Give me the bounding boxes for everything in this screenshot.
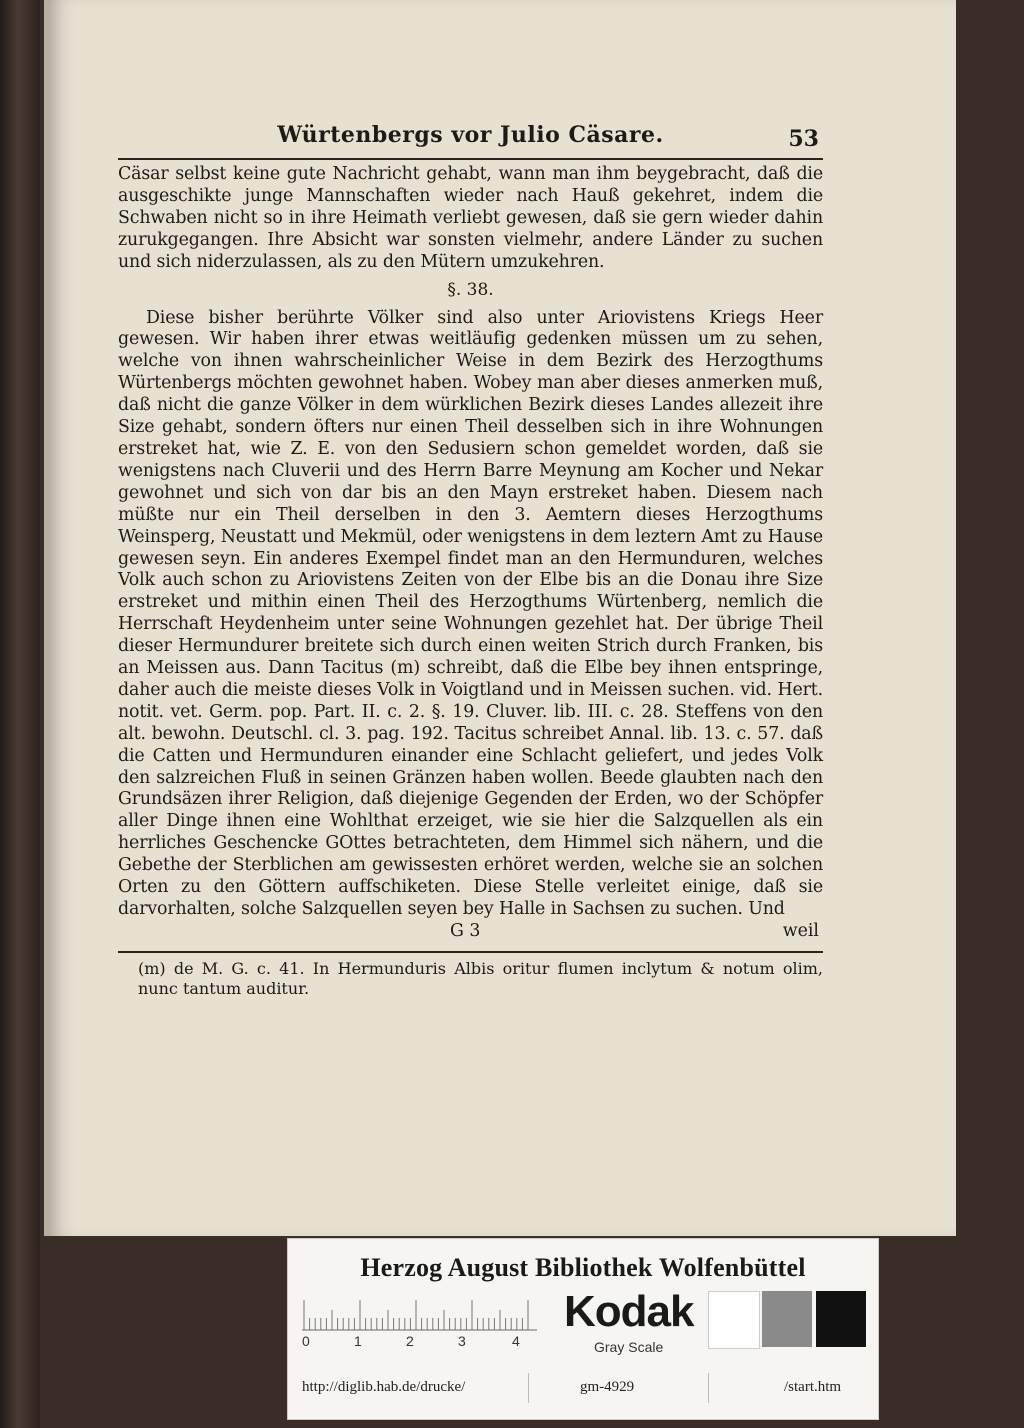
footnote: (m) de M. G. c. 41. In Hermunduris Albis oritur flumen inclytum & notum olim, nunc tantum auditur.	[138, 958, 823, 998]
kodak-logo: Kodak	[564, 1287, 694, 1336]
shelfmark: gm-4929	[580, 1379, 635, 1395]
divider	[528, 1373, 529, 1403]
running-head	[118, 118, 823, 160]
page-number: 53	[788, 126, 819, 152]
ruler-label: 4	[512, 1333, 520, 1349]
running-title: Würtenbergs vor Julio Cäsare.	[277, 122, 664, 148]
paragraph-section-38: Diese bisher berührte Völker sind also unter Ariovistens Kriegs Heer gewesen. Wir haben ihrer etwas weitläufig gedenken müssen um zu sehen, welche von ihnen wahrscheinlicher Weise in dem Bezirk des Herzogthums Würtenbergs möchten gewohnet haben. Wobey man aber dieses anmerken muß, daß nicht die ganze Völker in dem würklichen Bezirk dieses Landes allezeit ihre Size gehabt, sondern öfters nur einen Theil desselben sich in ihre Wohnungen erstreket hat, wie Z. E. von den Sedusiern schon gemeldet worden, daß sie wenigstens nach Cluverii und des Herrn Barre Meynung am Kocher und Nekar gewohnet und sich von dar bis an den Mayn erstreket haben. Diesem nach müßte nur ein Theil derselben in den 3. Aemtern dieses Herzogthums Weinsperg, Neustatt und Mekmül, oder wenigstens in dem leztern Amt zu Hause gewesen seyn. Ein anderes Exempel findet man an den Hermunduren, welches Volk auch schon zu Ariovistens Zeiten von der Elbe bis an die Donau ihre Size erstreket und mithin einen Theil des Herzogthums Würtenberg, nemlich die Herrschaft Heydenheim unter seine Wohnungen gezehlet hat. Der übrige Theil dieser Hermundurer breitete sich durch einen weiten Strich durch Franken, bis an Meissen aus. Dann Tacitus (m) schreibt, daß die Elbe bey ihnen entspringe, daher auch die meiste dieses Volk in Voigtland und in Meissen suchen. vid. Hert. notit. vet. Germ. pop. Part. II. c. 2. §. 19. Cluver. lib. III. c. 28. Steffens von den alt. bewohn. Deutschl. cl. 3. pag. 192. Tacitus schreibet Annal. lib. 13. c. 57. daß die Catten und Hermunduren einander eine Schlacht geliefert, und jedes Volk den salzreichen Fluß in seinen Gränzen haben wollen. Beede glaubten nach den Grundsäzen ihrer Religion, daß diejenige Gegenden der Erden, wo der Schöpfer aller Dinge ihnen eine Wohlthat erzeiget, wie sie hier die Salzquellen als ein herrliches Geschencke GOttes betrachteten, dem Himmel sich nähern, und die Gebethe der Sterblichen am gewissesten erhöret werden, welche sie an solchen Orten zu den Göttern auffschiketen. Diese Stelle verleitet einige, daß sie darvorhalten, solche Salzquellen seyen bey Halle in Sachsen zu suchen. Und	[118, 307, 823, 919]
footnote-rule	[118, 951, 823, 953]
ruler-label: 0	[302, 1333, 310, 1349]
ruler-scale	[302, 1295, 537, 1331]
gray-scale-label: Gray Scale	[594, 1339, 664, 1355]
scan-target-card	[287, 1238, 879, 1420]
body-text	[118, 164, 823, 921]
gray-swatch-mid	[762, 1291, 812, 1347]
page-content	[118, 118, 823, 999]
section-mark: §. 38.	[447, 279, 494, 300]
url-right: /start.htm	[784, 1379, 842, 1395]
url-row	[288, 1369, 878, 1405]
catchline	[118, 921, 823, 945]
catchword: weil	[782, 920, 819, 941]
ruler-label: 2	[406, 1333, 414, 1349]
ruler-labels	[302, 1333, 542, 1353]
gray-swatch-black	[816, 1291, 866, 1347]
signature-mark: G 3	[450, 920, 481, 941]
ruler-label: 1	[354, 1333, 362, 1349]
ruler-label: 3	[458, 1333, 466, 1349]
gray-swatch-white	[708, 1291, 760, 1349]
url-left: http://diglib.hab.de/drucke/	[302, 1379, 466, 1395]
book-spine-edge	[0, 0, 40, 1428]
paragraph-continued: Cäsar selbst keine gute Nachricht gehabt, wann man ihm beygebracht, daß die ausgeschikte junge Mannschaften wieder nach Hauß gekehret, indem die Schwaben nicht so in ihre Heimath verliebt gewesen, daß sie gern wieder dahin zurukgegangen. Ihre Absicht war sonsten vielmehr, andere Länder zu suchen und sich niderzulassen, als zu den Mütern umzukehren.	[118, 164, 823, 272]
library-name: Herzog August Bibliothek Wolfenbüttel	[360, 1253, 806, 1282]
divider	[708, 1373, 709, 1403]
